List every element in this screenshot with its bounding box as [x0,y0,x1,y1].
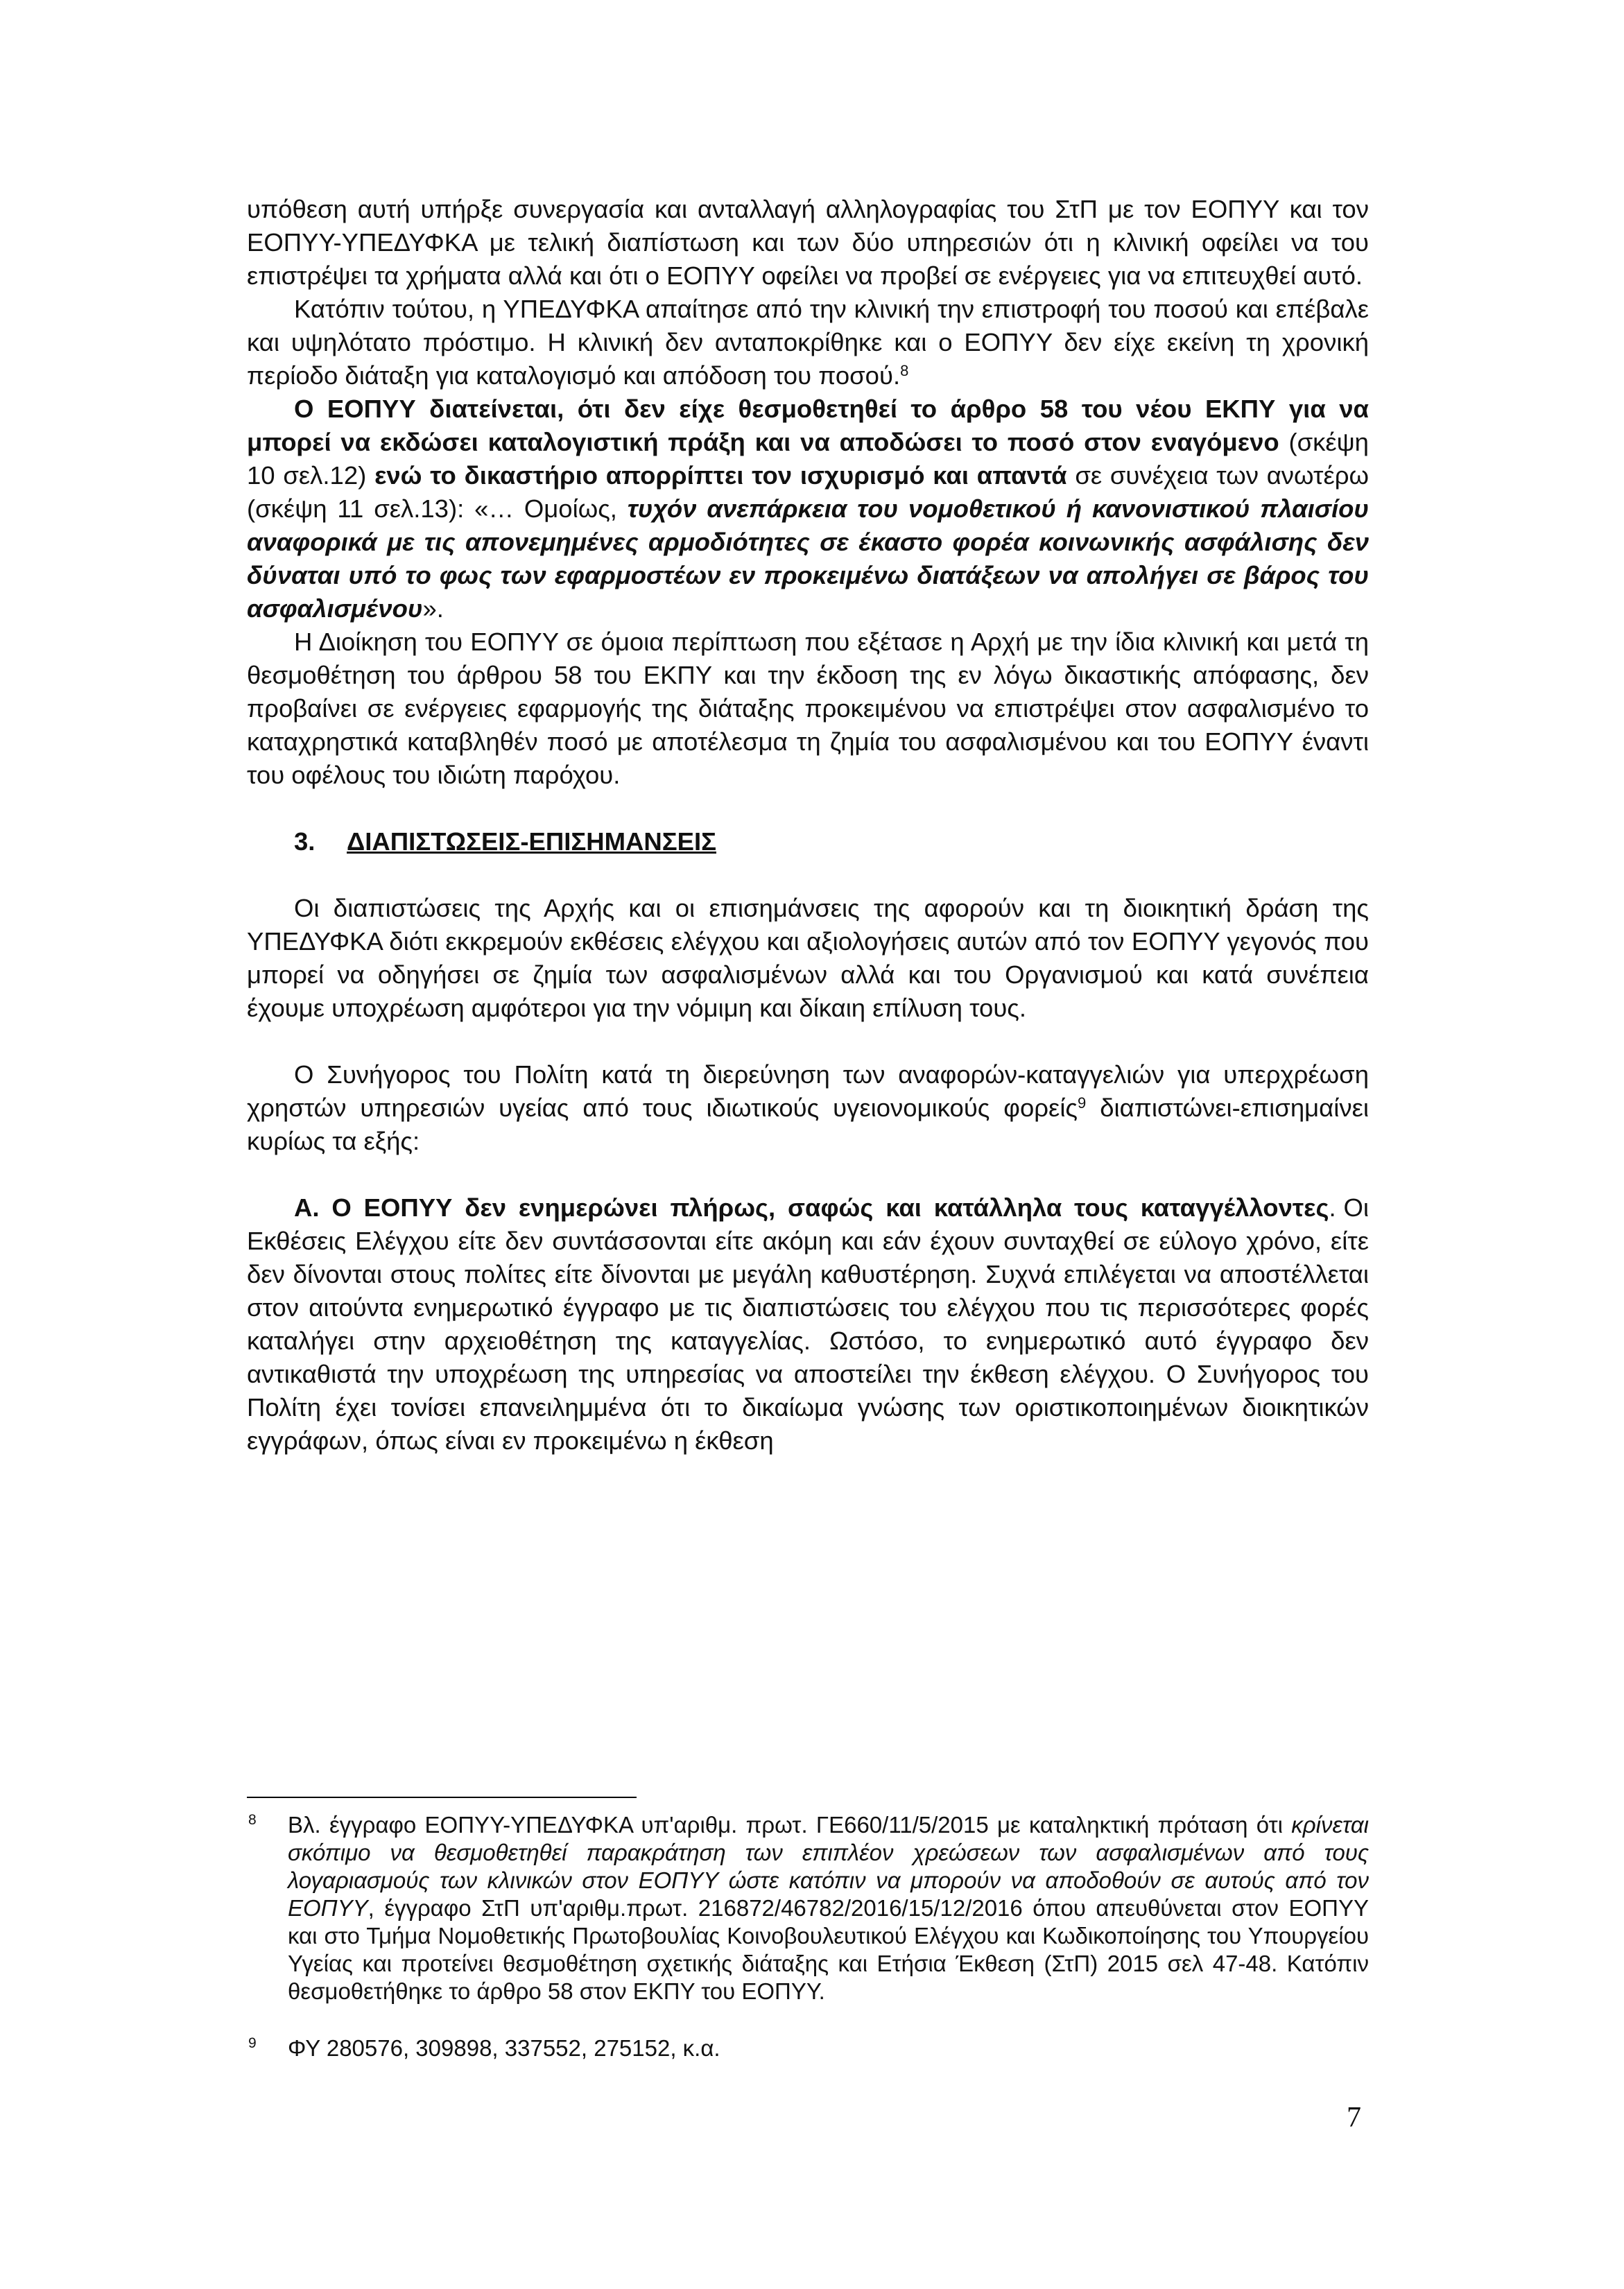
bold-text: Ο ΕΟΠΥΥ διατείνεται, ότι δεν είχε θεσμοθετηθεί το άρθρο 58 του νέου ΕΚΠΥ για να μπορεί να εκδώσει καταλογιστική πράξη και να αποδώσει το ποσό στον εναγόμενο [247,395,1369,456]
text-run: Βλ. έγγραφο ΕΟΠΥΥ-ΥΠΕΔΥΦΚΑ υπ'αριθμ. πρωτ. ΓΕ660/11/5/2015 με καταληκτική πρόταση ότι [288,1812,1292,1838]
paragraph [247,1058,1369,1158]
paragraph [247,625,1369,792]
paragraph [247,392,1369,625]
footnote-number: 9 [248,2035,257,2051]
bold-text: ενώ το δικαστήριο απορρίπτει τον ισχυρισμό και απαντά [374,461,1067,490]
text-run: Κατόπιν τούτου, η ΥΠΕΔΥΦΚΑ απαίτησε από την κλινική την επιστροφή του ποσού και επέβαλε και υψηλότατο πρόστιμο. Η κλινική δεν ανταποκρίθηκε και ο ΕΟΠΥΥ δεν είχε εκείνη τη χρονική περίοδο διάταξη για καταλογισμό και απόδοση του ποσού. [247,295,1369,390]
paragraph [247,193,1369,293]
footnote-reference: 8 [900,362,909,379]
paragraph [247,1191,1369,1458]
footnote [247,1811,1369,2005]
text-run: υπόθεση αυτή υπήρξε συνεργασία και ανταλλαγή αλληλογραφίας του ΣτΠ με τον ΕΟΠΥΥ και τον ΕΟΠΥΥ-ΥΠΕΔΥΦΚΑ με τελική διαπίστωση και των δύο υπηρεσιών ότι η κλινική οφείλει να του επιστρέψει τα χρήματα αλλά και ότι ο ΕΟΠΥΥ οφείλει να προβεί σε ενέργειες για να επιτευχθεί αυτό. [247,195,1369,290]
text-run: Ο Συνήγορος του Πολίτη κατά τη διερεύνηση των αναφορών-καταγγελιών για υπερχρέωση χρηστών υπηρεσιών υγείας από τους ιδιωτικούς υγειονομικούς φορείς [247,1060,1369,1122]
paragraph [247,892,1369,1025]
footnote-reference: 9 [1078,1094,1087,1112]
footnote-separator [247,1797,637,1798]
section-heading [294,825,1369,858]
text-run: ΦΥ 280576, 309898, 337552, 275152, κ.α. [288,2035,720,2061]
text-run: διαπιστώνει-επισημαίνει κυρίως τα εξής: [247,1094,1369,1155]
bold-text: Α. Ο ΕΟΠΥΥ δεν ενημερώνει πλήρως, σαφώς και κατάλληλα τους καταγγέλλοντες [294,1193,1329,1222]
paragraph [247,293,1369,392]
text-run: Οι διαπιστώσεις της Αρχής και οι επισημάνσεις της αφορούν και τη διοικητική δράση της ΥΠΕΔΥΦΚΑ διότι εκκρεμούν εκθέσεις ελέγχου και αξιολογήσεις αυτών από τον ΕΟΠΥΥ γεγονός που μπορεί να οδηγήσει σε ζημία των ασφαλισμένων αλλά και του Οργανισμού και κατά συνέπεια έχουμε υποχρέωση αμφότεροι για την νόμιμη και δίκαιη επίλυση τους. [247,894,1369,1022]
section-number: 3. [294,827,316,856]
footnote-number: 8 [248,1812,257,1828]
text-run: Η Διοίκηση του ΕΟΠΥΥ σε όμοια περίπτωση που εξέτασε η Αρχή με την ίδια κλινική και μετά τη θεσμοθέτηση του άρθρου 58 του ΕΚΠΥ και την έκδοση της εν λόγω δικαστικής απόφασης, δεν προβαίνει σε ενέργειες εφαρμογής της διάταξης προκειμένου να επιστρέψει στον ασφαλισμένο το καταχρηστικά καταβληθέν ποσό με αποτέλεσμα τη ζημία του ασφαλισμένου και του ΕΟΠΥΥ έναντι του οφέλους του ιδιώτη παρόχου. [247,628,1369,789]
footnote [247,2035,1369,2062]
page-number: 7 [1347,2102,1361,2134]
section-title: ΔΙΑΠΙΣΤΩΣΕΙΣ-ΕΠΙΣΗΜΑΝΣΕΙΣ [347,827,717,856]
document-body [247,193,1369,1458]
bold-italic-text: τυχόν ανεπάρκεια του νομοθετικού ή κανονιστικού πλαισίου αναφορικά με τις απονεμημένες αρμοδιότητες σε έκαστο φορέα κοινωνικής ασφάλισης δεν δύναται υπό το φως των εφαρμοστέων εν προκειμένω διατάξεων να απολήγει σε βάρος του ασφαλισμένου [247,494,1369,623]
text-run: , έγγραφο ΣτΠ υπ'αριθμ.πρωτ. 216872/46782/2016/15/12/2016 όπου απευθύνεται στον ΕΟΠΥΥ και στο Τμήμα Νομοθετικής Πρωτοβουλίας Κοινοβουλευτικού Ελέγχου και Κωδικοποίησης του Υπουργείου Υγείας και προτείνει θεσμοθέτηση σχετικής διάταξης και Ετήσια Έκθεση (ΣτΠ) 2015 σελ 47-48. Κατόπιν θεσμοθετήθηκε το άρθρο 58 στον ΕΚΠΥ του ΕΟΠΥΥ. [288,1895,1369,2004]
text-run: ». [422,594,444,623]
text-run: σε συνέχεια των ανωτέρω (σκέψη 11 σελ.13): «… Ομοίως, [247,461,1369,523]
text-run: (σκέψη 10 σελ.12) [247,428,1369,490]
footnotes [247,1811,1369,2062]
text-run: . Οι Εκθέσεις Ελέγχου είτε δεν συντάσσονται είτε ακόμη και εάν έχουν συνταχθεί σε εύλογο χρόνο, είτε δεν δίνονται στους πολίτες είτε δίνονται με μεγάλη καθυστέρηση. Συχνά επιλέγεται να αποστέλλεται στον αιτούντα ενημερωτικό έγγραφο με τις διαπιστώσεις του ελέγχου που τις περισσότερες φορές καταλήγει στην αρχειοθέτηση της καταγγελίας. Ωστόσο, το ενημερωτικό αυτό έγγραφο δεν αντικαθιστά την υποχρέωση της υπηρεσίας να αποστείλει την έκθεση ελέγχου. Ο Συνήγορος του Πολίτη έχει τονίσει επανειλημμένα ότι το δικαίωμα γνώσης των οριστικοποιημένων διοικητικών εγγράφων, όπως είναι εν προκειμένω η έκθεση [247,1193,1369,1455]
italic-text: κρίνεται σκόπιμο να θεσμοθετηθεί παρακράτηση των επιπλέον χρεώσεων των ασφαλισμένων από τους λογαριασμούς των κλινικών στον ΕΟΠΥΥ ώστε κατόπιν να μπορούν να αποδοθούν σε αυτούς από τον ΕΟΠΥΥ [288,1812,1369,1921]
